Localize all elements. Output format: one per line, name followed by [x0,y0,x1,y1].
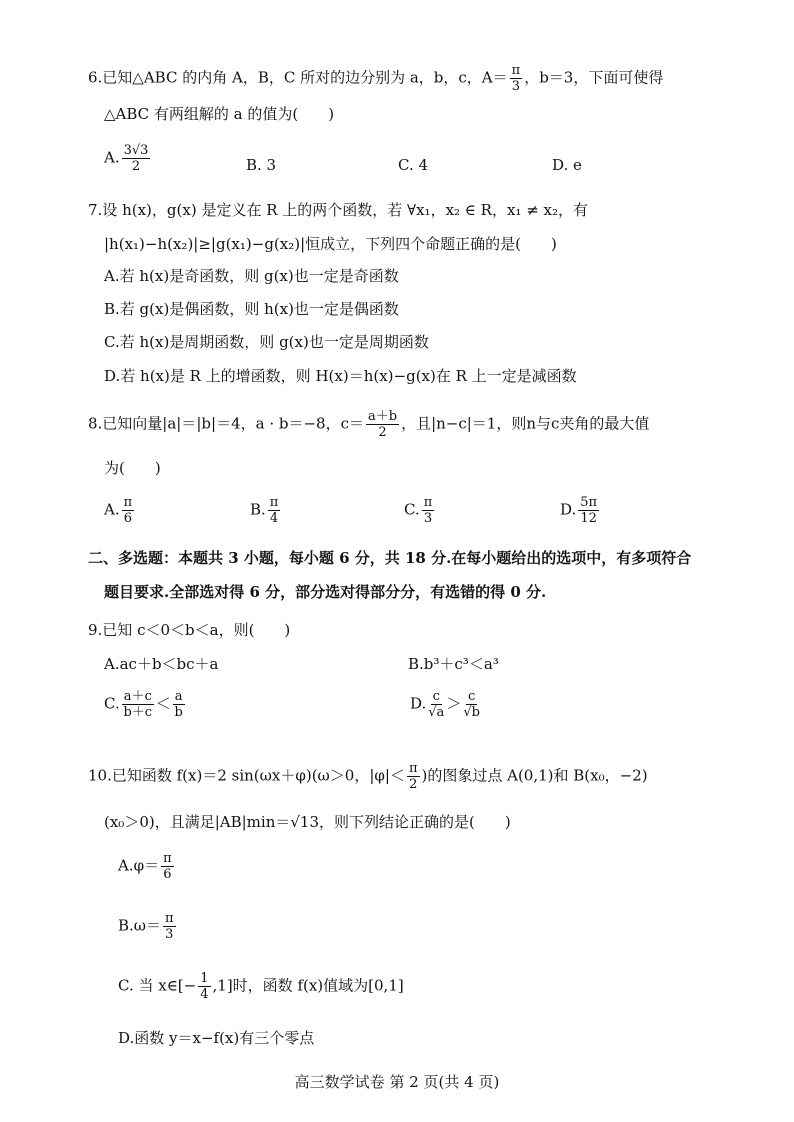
fraction-denominator: 6 [123,511,133,526]
fraction-denominator: b [174,705,183,720]
q8-option-a [104,496,136,525]
q6-option-a-fraction [122,144,151,173]
q8-option-a-fraction [122,496,135,525]
fraction-denominator: 3 [423,511,433,526]
fraction-denominator: 3 [511,79,521,94]
q9-option-d [410,690,482,719]
q10-option-c-fraction [198,972,210,1001]
fraction-numerator: 3√3 [123,143,149,158]
fraction-denominator: 12 [580,511,597,526]
q6-text-1: 6.已知△ABC 的内角 A，B，C 所对的边分别为 a，b，c，A＝ [88,68,508,87]
q8-option-d-fraction [578,496,599,525]
fraction-numerator: π [408,761,418,776]
q8-option-d [560,496,601,525]
option-label: C. [104,694,120,713]
option-label: A. [104,500,120,519]
fraction-numerator: c [432,689,440,704]
fraction-numerator: π [423,495,433,510]
fraction-denominator: 2 [409,777,418,792]
q9-option-b: B.b³＋c³＜a³ [408,655,499,673]
fraction-numerator: a [174,689,183,704]
q9-stem: 9.已知 c＜0＜b＜a，则( ) [88,621,291,639]
fraction-denominator: 2 [378,425,387,440]
q6-angle-fraction [510,64,523,93]
q10-text-1: 10.已知函数 f(x)＝2 sin(ωx＋φ)(ω＞0，|φ|＜ [88,766,405,785]
page-footer: 高三数学试卷 第 2 页(共 4 页) [294,1073,500,1091]
q8-option-c [404,496,436,525]
option-label: A. [104,148,120,167]
fraction-denominator: 6 [163,867,172,882]
q8-option-c-fraction [422,496,435,525]
fraction-numerator: π [165,911,174,926]
q8-stem-line1 [88,410,649,439]
q6-option-d: D. e [552,156,582,174]
q8-text-2: ，且|n−c|＝1，则n与c夹角的最大值 [401,414,650,433]
option-text: ,1]时，函数 f(x)值域为[0,1] [212,976,404,995]
q7-option-b: B.若 g(x)是偶函数，则 h(x)也一定是偶函数 [104,300,399,318]
q7-option-d: D.若 h(x)是 R 上的增函数，则 H(x)＝h(x)−g(x)在 R 上一定是减函数 [104,367,577,385]
fraction-numerator: 5π [580,495,598,510]
q7-option-a: A.若 h(x)是奇函数，则 g(x)也一定是奇函数 [104,267,399,285]
q6-option-b: B. 3 [246,156,277,174]
q8-c-fraction [366,410,399,439]
fraction-denominator: 4 [269,511,279,526]
q6-stem-line2: △ABC 有两组解的 a 的值为( ) [104,105,335,123]
q8-option-b [250,496,282,525]
fraction-numerator: π [123,495,133,510]
fraction-numerator: π [269,495,279,510]
q8-option-b-fraction [268,496,281,525]
q10-option-d: D.函数 y＝x−f(x)有三个零点 [118,1029,315,1047]
q10-text-2: )的图象过点 A(0,1)和 B(x₀，−2) [421,766,648,785]
fraction-denominator: √a [428,705,445,720]
fraction-numerator: a＋b [367,409,398,424]
q9-option-a: A.ac＋b＜bc＋a [104,655,219,673]
q10-option-a-fraction [161,852,174,881]
fraction-denominator: b＋c [123,705,153,720]
q9-option-c-right-fraction [173,690,185,719]
q7-stem-line1: 7.设 h(x)，g(x) 是定义在 R 上的两个函数，若 ∀x₁，x₂ ∈ R，x₁ ≠ x₂，有 [88,201,589,219]
relation-sign: ＞ [446,694,462,713]
q9-option-d-left-fraction [428,690,444,719]
q10-option-b [118,912,178,941]
option-label: C. [404,500,420,519]
fraction-numerator: c [467,689,476,704]
option-label: A.φ＝ [118,856,160,875]
option-text: C. 当 x∈[− [118,976,197,995]
fraction-numerator: π [511,63,521,78]
q7-option-c: C.若 h(x)是周期函数，则 g(x)也一定是周期函数 [104,333,429,351]
q8-stem-line2: 为( ) [104,459,161,477]
q7-stem-line2: |h(x₁)−h(x₂)|≥|g(x₁)−g(x₂)|恒成立，下列四个命题正确的是( ) [104,235,557,253]
fraction-denominator: 4 [200,987,209,1002]
q6-text-2: ，b＝3，下面可使得 [524,68,664,87]
section2-heading-line2: 题目要求.全部选对得 6 分，部分选对得部分分，有选错的得 0 分. [104,583,547,601]
option-label: D. [410,694,427,713]
q9-option-c-left-fraction [122,690,154,719]
q10-phi-fraction [407,762,420,791]
section2-heading-line1: 二、多选题：本题共 3 小题，每小题 6 分，共 18 分.在每小题给出的选项中，有多项符合 [88,549,692,567]
option-label: B. [250,500,266,519]
q10-stem-line2: (x₀＞0)，且满足|AB|min＝√13，则下列结论正确的是( ) [104,813,511,831]
fraction-numerator: π [163,851,172,866]
option-label: B.ω＝ [118,916,162,935]
fraction-denominator: 3 [165,927,174,942]
q9-option-d-right-fraction [463,690,480,719]
q10-option-c [118,972,404,1001]
q6-option-c: C. 4 [398,156,429,174]
q10-stem-line1 [88,762,648,791]
relation-sign: ＜ [155,694,171,713]
option-label: D. [560,500,577,519]
q8-text-1: 8.已知向量|a|＝|b|＝4，a · b＝−8，c＝ [88,414,364,433]
q10-option-a [118,852,176,881]
q6-option-a [104,144,152,173]
fraction-numerator: 1 [200,971,209,986]
q9-option-c [104,690,187,719]
fraction-denominator: 2 [131,159,141,174]
q6-stem-line1 [88,64,663,93]
q10-option-b-fraction [163,912,176,941]
fraction-denominator: √b [463,705,480,720]
fraction-numerator: a＋c [123,689,152,704]
